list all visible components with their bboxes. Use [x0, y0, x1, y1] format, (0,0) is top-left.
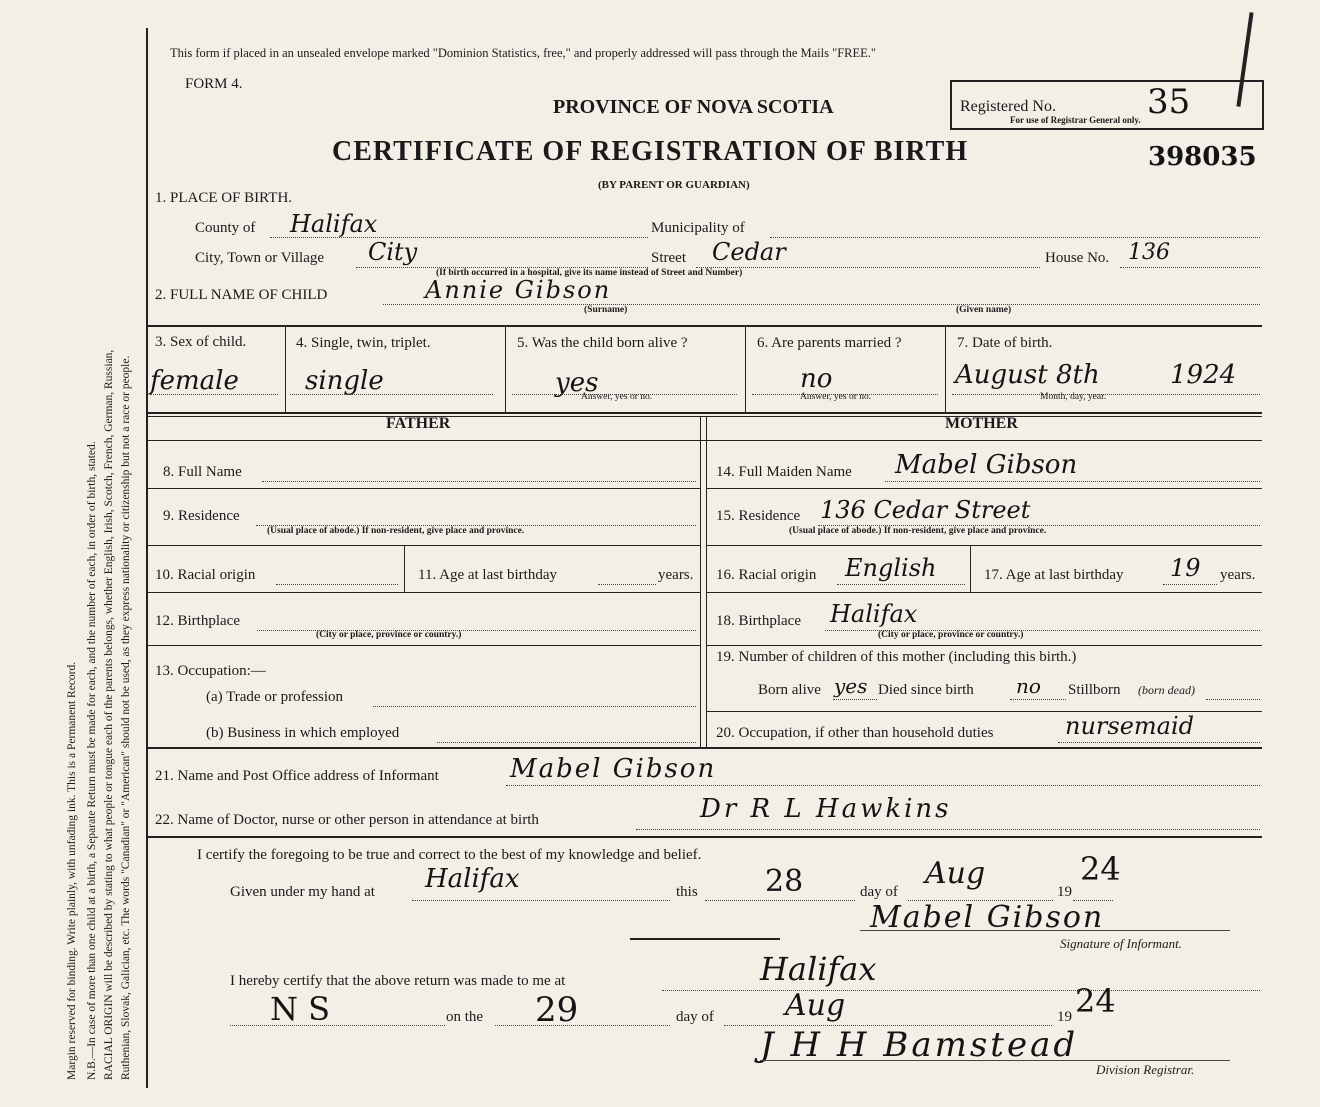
mother-children-label: 19. Number of children of this mother (including this birth.)	[716, 649, 1077, 665]
child-name-label: 2. FULL NAME OF CHILD	[155, 287, 328, 303]
dob-note: Month, day, year.	[1040, 392, 1107, 402]
left-border	[146, 28, 148, 1088]
dayof-label: day of	[860, 884, 898, 900]
mother-years: years.	[1220, 567, 1256, 583]
doctor-value: Dr R L Hawkins	[700, 794, 952, 824]
father-business-label: (b) Business in which employed	[206, 725, 400, 741]
mother-racial-value: English	[845, 554, 937, 582]
municipality-label: Municipality of	[651, 220, 745, 236]
died-value: no	[1016, 674, 1041, 698]
this-label: this	[676, 884, 698, 900]
mother-name-value: Mabel Gibson	[895, 450, 1078, 480]
certify-statement: I certify the foregoing to be true and correct to the best of my knowledge and belief.	[197, 847, 702, 863]
on-the-label: on the	[446, 1009, 484, 1025]
given-day: 28	[765, 864, 804, 899]
registrar-year: 24	[1075, 982, 1116, 1020]
mother-occupation-value: nursemaid	[1065, 712, 1195, 740]
born-alive-value: yes	[555, 368, 599, 398]
registered-box	[950, 80, 1264, 130]
registrar-mark: N S	[270, 990, 331, 1028]
married-note: Answer, yes or no.	[800, 392, 872, 402]
given-name-note: (Given name)	[956, 305, 1012, 315]
mother-birthplace-label: 18. Birthplace	[716, 613, 801, 629]
married-label: 6. Are parents married ?	[757, 335, 902, 351]
died-label: Died since birth	[878, 682, 974, 698]
stamp-number: 398035	[1148, 142, 1257, 172]
registrar-day: 29	[535, 990, 579, 1030]
given-month: Aug	[925, 856, 986, 891]
sex-value: female	[150, 366, 239, 396]
given-year: 24	[1080, 850, 1121, 888]
father-years: years.	[658, 567, 694, 583]
form-number: FORM 4.	[185, 76, 243, 92]
mother-racial-label: 16. Racial origin	[716, 567, 817, 583]
street-note: (If birth occurred in a hospital, give its name instead of Street and Number)	[436, 268, 743, 278]
mother-name-label: 14. Full Maiden Name	[716, 464, 852, 480]
registered-label: Registered No.	[960, 98, 1056, 115]
informant-value: Mabel Gibson	[510, 754, 717, 784]
city-label: City, Town or Village	[195, 250, 325, 266]
mother-birthplace-value: Halifax	[830, 600, 918, 628]
street-label: Street	[651, 250, 686, 266]
mother-heading: MOTHER	[945, 415, 1018, 432]
surname-note: (Surname)	[584, 305, 628, 315]
mail-note: This form if placed in an unsealed envelope marked "Dominion Statistics, free," and properly addressed will pass through the Mails "FREE."	[170, 46, 877, 60]
given-label: Given under my hand at	[230, 884, 375, 900]
reg-year-prefix: 19	[1057, 1009, 1072, 1025]
year-prefix: 19	[1057, 884, 1072, 900]
dob-year: 1924	[1170, 360, 1237, 390]
sex-label: 3. Sex of child.	[155, 334, 247, 350]
father-occupation-label: 13. Occupation:—	[155, 663, 266, 679]
father-name-label: 8. Full Name	[163, 464, 242, 480]
city-value: City	[368, 238, 418, 266]
province-heading: PROVINCE OF NOVA SCOTIA	[553, 96, 834, 118]
registrar-label: Division Registrar.	[1096, 1062, 1195, 1077]
margin-line-1: Margin reserved for binding. Write plainly, with unfading ink. This is a Permanent Record.	[66, 661, 78, 1080]
registrar-place: Halifax	[760, 950, 877, 988]
informant-signature: Mabel Gibson	[870, 900, 1105, 935]
born-alive-label: 5. Was the child born alive ?	[517, 335, 688, 351]
margin-line-3: RACIAL ORIGIN will be described by stating to what people or tongue each of the parents belongs, whether English, Irish, Scotch, French, German, Russian,	[103, 349, 115, 1080]
certificate-title: CERTIFICATE OF REGISTRATION OF BIRTH	[332, 136, 969, 167]
father-birthplace-note: (City or place, province or country.)	[316, 630, 462, 640]
margin-line-4: Ruthenian, Slovak, Galician, etc. The words "Canadian" or "American" should not be used, as they express nationality or citizenship but not a race or people.	[120, 355, 132, 1080]
dob-value: August 8th	[955, 360, 1100, 390]
father-racial-label: 10. Racial origin	[155, 567, 256, 583]
margin-instructions	[0, 0, 150, 1107]
doctor-label: 22. Name of Doctor, nurse or other person in attendance at birth	[155, 812, 539, 828]
born-alive-note: Answer, yes or no.	[581, 392, 653, 402]
stillborn-note: (born dead)	[1138, 683, 1195, 697]
born-alive-count-label: Born alive	[758, 682, 821, 698]
father-birthplace-label: 12. Birthplace	[155, 613, 240, 629]
informant-label: 21. Name and Post Office address of Informant	[155, 768, 439, 784]
place-heading: 1. PLACE OF BIRTH.	[155, 190, 293, 206]
registered-note: For use of Registrar General only.	[1010, 115, 1141, 125]
registrar-signature: J H H Bamstead	[760, 1025, 1079, 1065]
married-value: no	[800, 364, 833, 394]
mother-age-label: 17. Age at last birthday	[984, 567, 1124, 583]
plurality-label: 4. Single, twin, triplet.	[296, 335, 431, 351]
given-place: Halifax	[425, 864, 520, 894]
signature-label: Signature of Informant.	[1060, 936, 1182, 951]
father-trade-label: (a) Trade or profession	[206, 689, 344, 705]
registered-value: 35	[1147, 82, 1191, 122]
dob-label: 7. Date of birth.	[957, 335, 1053, 351]
father-age-label: 11. Age at last birthday	[418, 567, 557, 583]
mother-residence-note: (Usual place of abode.) If non-resident, give place and province.	[789, 526, 1047, 536]
house-value: 136	[1128, 240, 1170, 265]
born-alive-count-value: yes	[834, 674, 868, 698]
child-name-value: Annie Gibson	[425, 276, 612, 304]
father-residence-label: 9. Residence	[163, 508, 240, 524]
county-value: Halifax	[290, 210, 378, 238]
mother-residence-label: 15. Residence	[716, 508, 801, 524]
father-heading: FATHER	[386, 415, 451, 432]
mother-occupation-label: 20. Occupation, if other than household duties	[716, 725, 994, 741]
mother-age-value: 19	[1170, 554, 1201, 582]
certificate-subtitle: (BY PARENT OR GUARDIAN)	[598, 179, 750, 191]
registrar-month: Aug	[785, 988, 846, 1023]
county-label: County of	[195, 220, 256, 236]
street-value: Cedar	[712, 238, 786, 266]
reg-dayof-label: day of	[676, 1009, 714, 1025]
father-residence-note: (Usual place of abode.) If non-resident, give place and province.	[267, 526, 525, 536]
registrar-statement: I hereby certify that the above return was made to me at	[230, 973, 566, 989]
stillborn-label: Stillborn	[1068, 682, 1121, 698]
plurality-value: single	[305, 366, 384, 396]
mother-residence-value: 136 Cedar Street	[820, 496, 1031, 524]
margin-line-2: N.B.—In case of more than one child at a birth, a Separate Return must be made for each, and the number of each, in order of birth, stated.	[86, 441, 98, 1080]
house-label: House No.	[1045, 250, 1110, 266]
mother-birthplace-note: (City or place, province or country.)	[878, 630, 1024, 640]
